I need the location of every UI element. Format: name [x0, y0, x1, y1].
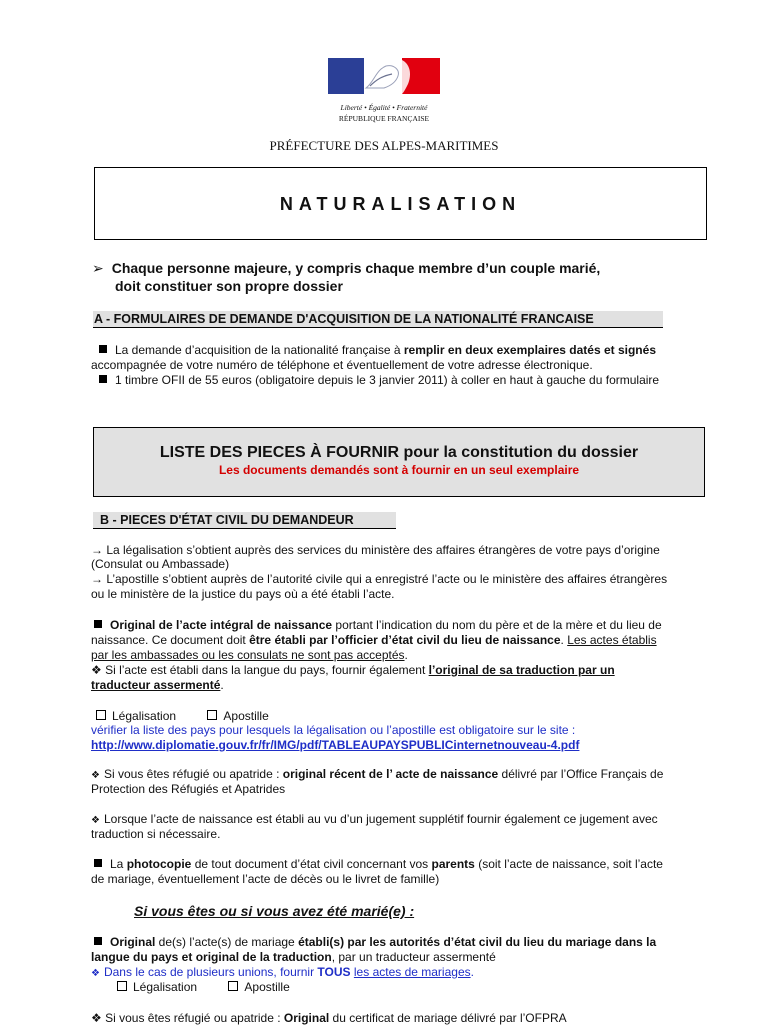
apostille-line-1: → L’apostille s’obtient auprès de l’autorité civile qui a enregistré l’acte ou le ministère des affaires étrangères — [91, 572, 668, 586]
legalisation-line-1b: (Consulat ou Ambassade) — [91, 557, 230, 571]
apostille-label: Apostille — [223, 709, 269, 723]
motto: Liberté • Égalité • Fraternité — [340, 103, 428, 112]
marriage-apostille-checkbox[interactable] — [228, 981, 238, 991]
judgement-line-2: traduction si nécessaire. — [91, 827, 221, 841]
intro-text-1: Chaque personne majeure, y compris chaque membre d’un couple marié, — [111, 260, 601, 276]
text: La demande d’acquisition de la nationalité française à — [115, 343, 404, 357]
republic-logo — [326, 58, 442, 128]
text: Lorsque l’acte de naissance est établi au vu d’un jugement supplétif fournir également ce jugement avec — [103, 812, 658, 826]
arrow-icon: ➢ — [92, 260, 104, 276]
legalisation-checkboxes — [96, 709, 269, 723]
translation-line-2 — [91, 678, 224, 692]
text: . — [404, 648, 408, 662]
page-title: NATURALISATION — [279, 194, 522, 214]
parents-line-1 — [91, 857, 663, 871]
section-b-heading: B - PIECES D'ÉTAT CIVIL DU DEMANDEUR — [93, 512, 396, 529]
legalisation-line-1: → La légalisation s’obtient auprès des services du ministère des affaires étrangères de votre pays d’origine — [91, 543, 660, 557]
section-a-bullet-1-line2: accompagnée de votre numéro de téléphone et éventuellement de votre adresse électronique. — [91, 358, 593, 372]
text: . — [470, 965, 474, 979]
refugee-birth-line-2: Protection des Réfugiés et Apatrides — [91, 782, 286, 796]
apostille-label: Apostille — [244, 980, 290, 994]
apostille-line-1b: ou le ministère de la justice du pays où a été établi l’acte. — [91, 587, 395, 601]
title-rest: pour la constitution du dossier — [399, 444, 639, 461]
marriage-act-line-2 — [91, 950, 496, 964]
text: de(s) l’acte(s) de mariage — [155, 935, 299, 949]
marriage-act-line-1 — [91, 935, 715, 949]
verify-text: vérifier la liste des pays pour lesquels la légalisation ou l’apostille est obligatoire sur le site : — [91, 723, 576, 737]
diamond-bullet-icon: ❖ — [91, 770, 100, 781]
text-bold: original récent de l’ acte de naissance — [282, 767, 499, 781]
text: . — [560, 633, 568, 647]
text-bold: l’original de sa traduction par un — [428, 663, 615, 677]
square-bullet-icon — [99, 345, 107, 353]
parents-line-2: de mariage, éventuellement l’acte de décès ou le livret de famille) — [91, 872, 440, 886]
section-a-bullet-1 — [91, 343, 713, 357]
square-bullet-icon — [94, 859, 102, 867]
section-a-bullet-2 — [91, 373, 659, 387]
prefecture-name: PRÉFECTURE DES ALPES-MARITIMES — [269, 138, 499, 153]
marianne-icon — [326, 58, 442, 94]
text-bold: être établi par l’officier d’état civil du lieu de naissance — [249, 633, 561, 647]
legalisation-checkbox[interactable] — [96, 710, 106, 720]
text: délivré par l’Office Français de — [498, 767, 664, 781]
apostille-checkbox[interactable] — [207, 710, 217, 720]
text-bold: Original — [110, 935, 156, 949]
diplomatie-link[interactable]: http://www.diplomatie.gouv.fr/fr/IMG/pdf/TABLEAUPAYSPUBLICinternetnouveau-4.pdf — [91, 738, 580, 752]
pieces-list-box — [93, 427, 705, 497]
text: ❖ Si vous êtes réfugié ou apatride : — [91, 1011, 284, 1025]
section-a-heading: A - FORMULAIRES DE DEMANDE D'ACQUISITION DE LA NATIONALITÉ FRANCAISE — [93, 311, 663, 328]
text: naissance. Ce document doit — [91, 633, 250, 647]
text-underline: Les actes établis — [567, 633, 657, 647]
text: . — [220, 678, 224, 692]
square-bullet-icon — [99, 375, 107, 383]
text: Si vous êtes réfugié ou apatride : — [103, 767, 283, 781]
text: (soit l’acte de naissance, soit l’acte — [474, 857, 663, 871]
text-bold: Original — [283, 1011, 330, 1025]
marriage-checkboxes — [117, 980, 290, 994]
married-heading: Si vous êtes ou si vous avez été marié(e) : — [134, 903, 415, 919]
pieces-list-subtitle: Les documents demandés sont à fournir en un seul exemplaire — [218, 463, 580, 477]
diamond-bullet-icon: ❖ — [91, 968, 100, 979]
text: de tout document d’état civil concernant vos — [191, 857, 432, 871]
refugee-marriage-line — [91, 1011, 567, 1025]
translation-line-1 — [91, 663, 715, 677]
text: du certificat de mariage délivré par l’OFPRA — [329, 1011, 567, 1025]
judgement-line-1 — [91, 812, 658, 828]
refugee-birth-line-1 — [91, 767, 663, 783]
text-bold: traducteur assermenté — [91, 678, 221, 692]
square-bullet-icon — [94, 620, 102, 628]
text-bold: établi(s) par les autorités d’état civil du lieu du mariage dans la — [298, 935, 657, 949]
text-underline: par les ambassades ou les consulats ne sont pas acceptés — [91, 648, 405, 662]
square-bullet-icon — [94, 937, 102, 945]
birth-act-line-2 — [91, 633, 715, 647]
text-bold: langue du pays et original de la traduction — [91, 950, 332, 964]
birth-act-line-3 — [91, 648, 408, 662]
text: portant l’indication du nom du père et de la mère et du lieu de — [332, 618, 662, 632]
text-underline: les actes de mariages — [353, 965, 471, 979]
birth-act-line-1 — [91, 618, 713, 632]
legalisation-label: Légalisation — [112, 709, 177, 723]
text: ❖ Si l’acte est établi dans la langue du pays, fournir également — [91, 663, 429, 677]
text-bold: Original de l’acte intégral de naissance — [110, 618, 333, 632]
text-bold: photocopie — [126, 857, 192, 871]
text: La — [110, 857, 127, 871]
legalisation-label: Légalisation — [133, 980, 198, 994]
republic-name: RÉPUBLIQUE FRANÇAISE — [338, 114, 430, 123]
text: Dans le cas de plusieurs unions, fournir — [103, 965, 318, 979]
text: 1 timbre OFII de 55 euros (obligatoire depuis le 3 janvier 2011) à coller en haut à gauche du formulaire — [115, 373, 660, 387]
intro-line-1 — [92, 260, 600, 277]
unions-line — [91, 965, 474, 981]
text-bold: parents — [431, 857, 475, 871]
diamond-bullet-icon: ❖ — [91, 815, 100, 826]
title-box — [94, 167, 707, 240]
pieces-list-title — [94, 444, 704, 462]
title-bold: LISTE DES PIECES À FOURNIR — [159, 444, 399, 461]
text: , par un traducteur assermenté — [331, 950, 496, 964]
marriage-legalisation-checkbox[interactable] — [117, 981, 127, 991]
intro-line-2: doit constituer son propre dossier — [115, 278, 343, 294]
text-bold: remplir en deux exemplaires datés et signés — [403, 343, 656, 357]
text-bold: TOUS — [317, 965, 351, 979]
